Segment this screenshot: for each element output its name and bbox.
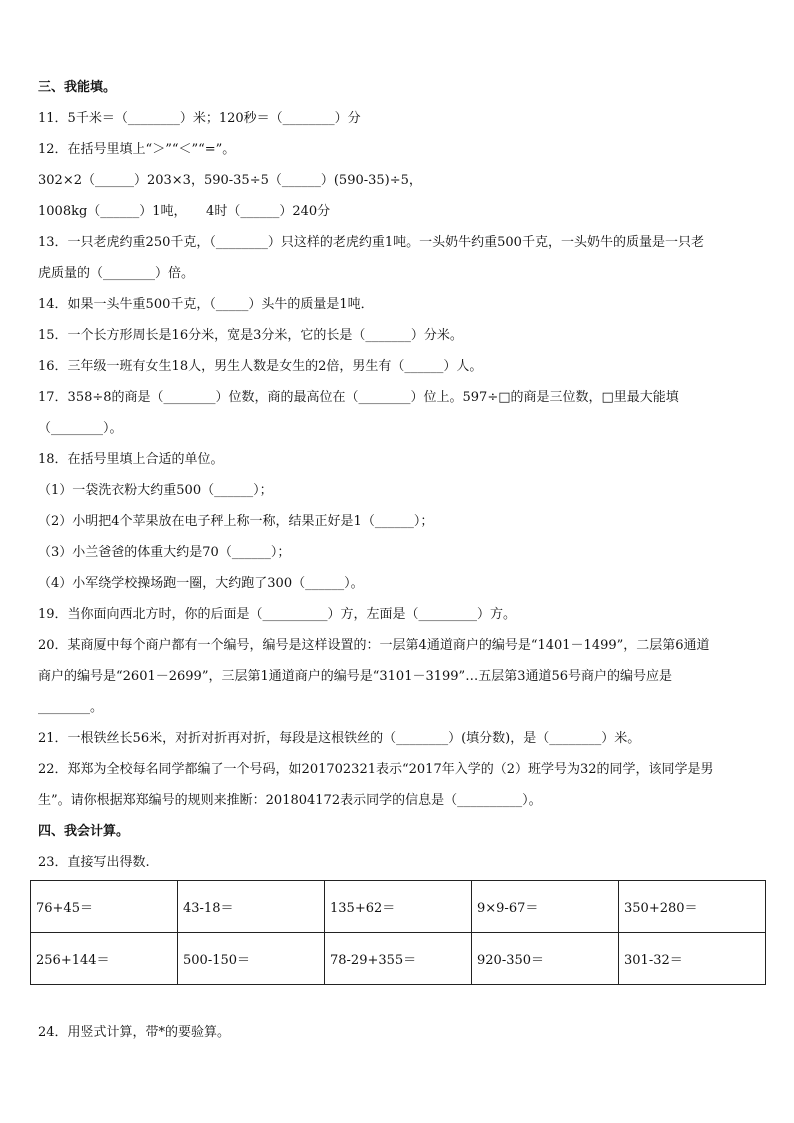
question-line-q13b: 虎质量的（________）倍。: [38, 266, 195, 281]
question-line-q16: 16．三年级一班有女生18人，男生人数是女生的2倍，男生有（______）人。: [38, 359, 483, 374]
question-line-q20a: 20．某商厦中每个商户都有一个编号，编号是这样设置的：一层第4通道商户的编号是“1401－1499”，二层第6通道: [38, 638, 710, 653]
section-heading: 四、我会计算。: [38, 824, 130, 839]
question-list: [38, 72, 766, 878]
calc-cell: 256+144＝: [31, 933, 178, 985]
question-line-q22a: 22．郑郑为全校每名同学都编了一个号码，如201702321表示“2017年入学的（2）班学号为32的同学，该同学是男: [38, 762, 714, 777]
table-row: [31, 881, 766, 933]
question-line-q18d: （4）小军绕学校操场跑一圈，大约跑了300（______）。: [38, 576, 364, 591]
question-line-q12: 12．在括号里填上“＞”“＜”“=”。: [38, 142, 236, 157]
question-line-q17a: 17．358÷8的商是（________）位数，商的最高位在（________）位上。597÷□的商是三位数，□里最大能填: [38, 390, 679, 405]
question-line-q18c: （3）小兰爸爸的体重大约是70（______）；: [38, 545, 291, 560]
calc-cell: 500-150＝: [178, 933, 325, 985]
question-line-q11: 11．5千米＝（________）米；120秒＝（________）分: [38, 111, 361, 126]
question-line-q13a: 13．一只老虎约重250千克，（________）只这样的老虎约重1吨。一头奶牛约重500千克，一头奶牛的质量是一只老: [38, 235, 704, 250]
worksheet-content: [38, 72, 766, 1048]
table-row: [31, 933, 766, 985]
calc-cell: 350+280＝: [619, 881, 766, 933]
calc-cell: 135+62＝: [325, 881, 472, 933]
question-line-q12a: 302×2（______）203×3，590-35÷5（______）(590-35)÷5，: [38, 173, 422, 188]
question-line-q18: 18．在括号里填上合适的单位。: [38, 452, 224, 467]
calc-cell: 76+45＝: [31, 881, 178, 933]
calc-cell: 43-18＝: [178, 881, 325, 933]
question-line-q18a: （1）一袋洗衣粉大约重500（______）；: [38, 483, 273, 498]
question-line-q19: 19．当你面向西北方时，你的后面是（__________）方，左面是（_________）方。: [38, 607, 517, 622]
section-heading: 三、我能填。: [38, 80, 117, 95]
question-line-q20c: ________。: [38, 700, 104, 715]
question-line-q20b: 商户的编号是“2601－2699”，三层第1通道商户的编号是“3101－3199”…五层第3通道56号商户的编号应是: [38, 669, 673, 684]
mental-calc-table: [30, 880, 766, 985]
question-line-q21: 21．一根铁丝长56米，对折对折再对折，每段是这根铁丝的（________）(填分数)，是（________）米。: [38, 731, 641, 746]
question-line-q15: 15．一个长方形周长是16分米，宽是3分米，它的长是（_______）分米。: [38, 328, 463, 343]
question-line-q12b: 1008kg（______）1吨， 4时（______）240分: [38, 204, 331, 219]
question-line-q17b: （________）。: [38, 421, 123, 436]
question-line-q23: 23．直接写出得数.: [38, 855, 150, 870]
calc-cell: 9×9-67＝: [472, 881, 619, 933]
q24-line: 24．用竖式计算，带*的要验算。: [38, 1025, 231, 1040]
question-line-q14: 14．如果一头牛重500千克，（_____）头牛的质量是1吨．: [38, 297, 374, 312]
calc-cell: 78-29+355＝: [325, 933, 472, 985]
calc-cell: 920-350＝: [472, 933, 619, 985]
question-line-q22b: 生”。请你根据郑郑编号的规则来推断：201804172表示同学的信息是（__________）。: [38, 793, 542, 808]
question-line-q18b: （2）小明把4个苹果放在电子秤上称一称，结果正好是1（______）；: [38, 514, 434, 529]
calc-cell: 301-32＝: [619, 933, 766, 985]
